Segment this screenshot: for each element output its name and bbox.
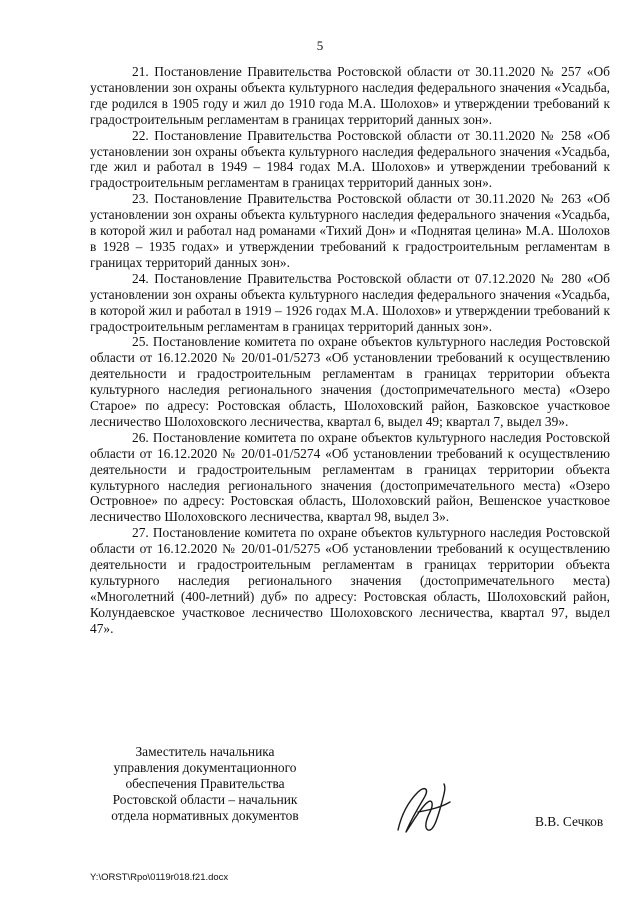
signatory-title xyxy=(90,744,320,824)
list-item: 26. Постановление комитета по охране объектов культурного наследия Ростовской области от 16.12.2020 № 20/01-01/5274 «Об установлении требований к осуществлению деятельности и градостроительным регламентам в границах территории объекта культурного наследия регионального значения (достопримечательного места) «Озеро Островное» по адресу: Ростовская область, Шолоховский район, Вешенское участковое лесничество Шолоховского лесничества, квартал 98, выдел 3». xyxy=(90,429,610,525)
list-item: 24. Постановление Правительства Ростовской области от 07.12.2020 № 280 «Об установлении зон охраны объекта культурного наследия федерального значения «Усадьба, в которой жил и работал в 1919 – 1926 годах М.А. Шолохов» и утверждении требований к градостроительным регламентам в границах территорий данных зон». xyxy=(90,270,610,334)
file-path: Y:\ORST\Rpo\0119r018.f21.docx xyxy=(90,872,229,883)
signatory-title-line: отдела нормативных документов xyxy=(111,808,299,823)
list-item: 27. Постановление комитета по охране объектов культурного наследия Ростовской области от 16.12.2020 № 20/01-01/5275 «Об установлении требований к осуществлению деятельности и градостроительным регламентам в границах территории объекта культурного наследия регионального значения (достопримечательного места) «Многолетний (400-летний) дуб» по адресу: Ростовская область, Шолоховский район, Колундаевское участковое лесничество Шолоховского лесничества, квартал 97, выдел 47». xyxy=(90,525,610,636)
signatory-title-line: обеспечения Правительства xyxy=(125,776,285,791)
signatory-title-line: управления документационного xyxy=(113,760,297,775)
page-number: 5 xyxy=(316,38,324,53)
signatory-title-line: Заместитель начальника xyxy=(135,744,275,759)
list-item: 21. Постановление Правительства Ростовской области от 30.11.2020 № 257 «Об установлении зон охраны объекта культурного наследия федерального значения «Усадьба, где родился в 1905 году и жил до 1910 года М.А. Шолохов» и утверждении требований к градостроительным регламентам в границах территорий данных зон». xyxy=(90,64,610,127)
list-item: 23. Постановление Правительства Ростовской области от 30.11.2020 № 263 «Об установлении зон охраны объекта культурного наследия федерального значения «Усадьба, в которой жил и работал над романами «Тихий Дон» и «Поднятая целина» М.А. Шолохов в 1928 – 1935 годах» и утверждении требований к градостроительным регламентам в границах территорий данных зон». xyxy=(90,191,610,270)
document-body xyxy=(90,64,610,637)
signatory-title-line: Ростовской области – начальник xyxy=(112,792,298,807)
signer-name: В.В. Сечков xyxy=(535,814,604,829)
handwritten-signature-icon xyxy=(388,772,458,842)
list-item: 22. Постановление Правительства Ростовской области от 30.11.2020 № 258 «Об установлении зон охраны объекта культурного наследия федерального значения «Усадьба, где жил и работал в 1949 – 1984 годах М.А. Шолохов» и утверждении требований к градостроительным регламентам в границах территорий данных зон». xyxy=(90,127,610,191)
list-item: 25. Постановление комитета по охране объектов культурного наследия Ростовской области от 16.12.2020 № 20/01-01/5273 «Об установлении требований к осуществлению деятельности и градостроительным регламентам в границах территории объекта культурного наследия регионального значения (достопримечательного места) «Озеро Старое» по адресу: Ростовская область, Шолоховский район, Базковское участковое лесничество Шолоховского лесничества, квартал 6, выдел 49; квартал 7, выдел 39». xyxy=(90,334,610,429)
